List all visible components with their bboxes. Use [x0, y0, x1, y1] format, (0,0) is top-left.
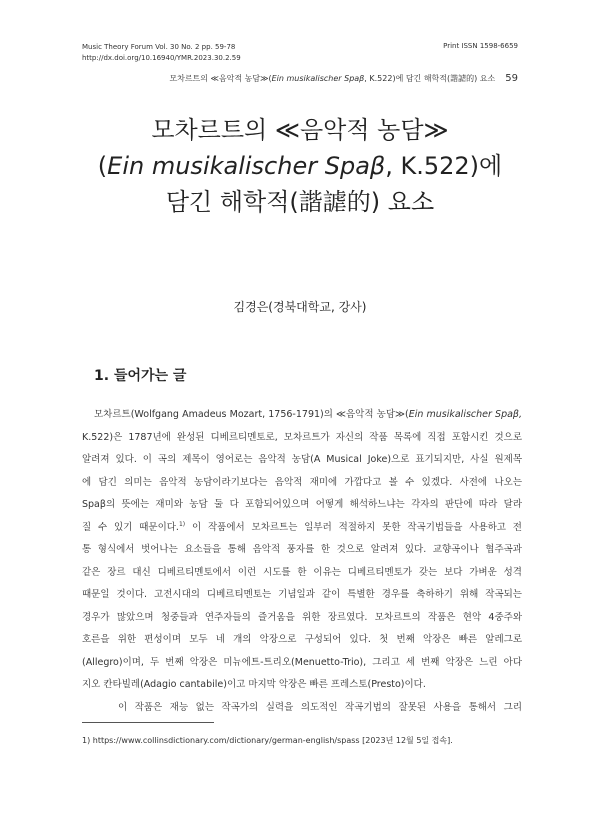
body-line: 모차르트(Wolfgang Amadeus Mozart, 1756-1791)의 ≪음악적 농담≫(Ein musikalischer Spaβ, — [94, 409, 522, 420]
body-line: Spaβ의 뜻에는 재미와 농담 둘 다 포함되어있으며 어떻게 해석하느냐는 각자의 판단에 따라 달라 — [82, 499, 522, 510]
article-title — [60, 112, 540, 220]
body-line: 통 형식에서 벗어나는 요소들을 통해 음악적 풍자를 한 것으로 알려져 있다. 교향곡이나 협주곡과 — [82, 544, 522, 555]
running-head-italic: Ein musikalischer Spaβ — [271, 74, 365, 83]
section-heading: 1. 들어가는 글 — [94, 368, 187, 384]
title-line-2-post: , K.522)에 — [385, 152, 503, 180]
page-number: 59 — [505, 73, 518, 84]
body-line: K.522)은 1787년에 완성된 디베르티멘토로, 모차르트가 자신의 작품 목록에 직접 포함시킨 것으로 — [82, 431, 522, 443]
journal-info — [82, 42, 241, 64]
footnote-ref[interactable]: 1) — [178, 520, 186, 528]
body-line: (Allegro)이며, 두 번째 악장은 미뉴에트-트리오(Menuetto-Trio), 그리고 세 번째 악장은 느린 아다 — [82, 656, 522, 668]
body-line: 경우가 많았으며 청중들과 연주자들의 즐거움을 위한 장르였다. 모차르트의 작품은 현악 4중주와 — [82, 611, 522, 623]
body-line: 지오 칸타빌레(Adagio cantabile)이고 마지막 악장은 빠른 프레스토(Presto)이다. — [82, 679, 426, 690]
title-line-2-italic: Ein musikalischer Spaβ — [107, 152, 386, 180]
footnote-rule — [82, 722, 214, 723]
body-line: 때문일 것이다. 고전시대의 디베르티멘토는 기념일과 같이 특별한 경우를 축하하기 위해 작곡되는 — [82, 589, 522, 600]
body-line: 질 수 있기 때문이다.$^{1)}$ 이 작품에서 모차르트는 일부러 적절하지 못한 작곡기법들을 사용하고 전 — [82, 520, 522, 533]
journal-citation: Music Theory Forum Vol. 30 No. 2 pp. 59-78 — [82, 43, 236, 51]
title-line-2 — [60, 148, 540, 184]
body-line: 같은 장르 대신 디베르티멘토에서 이런 시도를 한 이유는 디베르티멘토가 갖는 보다 가벼운 성격 — [82, 566, 522, 578]
body-line: 알려져 있다. 이 곡의 제목이 영어로는 음악적 농담(A Musical Joke)으로 표기되지만, 사실 원제목 — [82, 454, 522, 465]
title-line-1: 모차르트의 ≪음악적 농담≫ — [151, 116, 449, 144]
body-line: 이 작품은 재능 없는 작곡가의 실력을 의도적인 작곡기법의 잘못된 사용을 통해서 그리 — [118, 701, 522, 713]
title-line-3: 담긴 해학적(諧謔的) 요소 — [165, 188, 435, 216]
body-line: 호른을 위한 편성이며 모두 네 개의 악장으로 구성되어 있다. 첫 번째 악장은 빠른 알레그로 — [82, 634, 522, 645]
body-text — [82, 404, 522, 719]
author-affiliation: 김경은(경북대학교, 강사) — [233, 300, 367, 314]
footnote: 1) https://www.collinsdictionary.com/dictionary/german-english/spass [2023년 12월 5일 접속]. — [82, 736, 453, 745]
body-line: 에 담긴 의미는 음악적 농담이라기보다는 음악적 재미에 가깝다고 볼 수 있겠다. 사전에 나오는 — [82, 476, 522, 488]
title-line-2-open: ( — [97, 152, 108, 180]
running-head-post: , K.522)에 담긴 해학적(諧謔的) 요소 — [364, 74, 496, 83]
running-head-pre: 모차르트의 ≪음악적 농담≫( — [169, 74, 272, 83]
running-head — [82, 73, 518, 84]
print-issn: Print ISSN 1598-6659 — [443, 42, 518, 50]
journal-doi[interactable]: http://dx.doi.org/10.16940/YMR.2023.30.2.59 — [82, 54, 241, 62]
